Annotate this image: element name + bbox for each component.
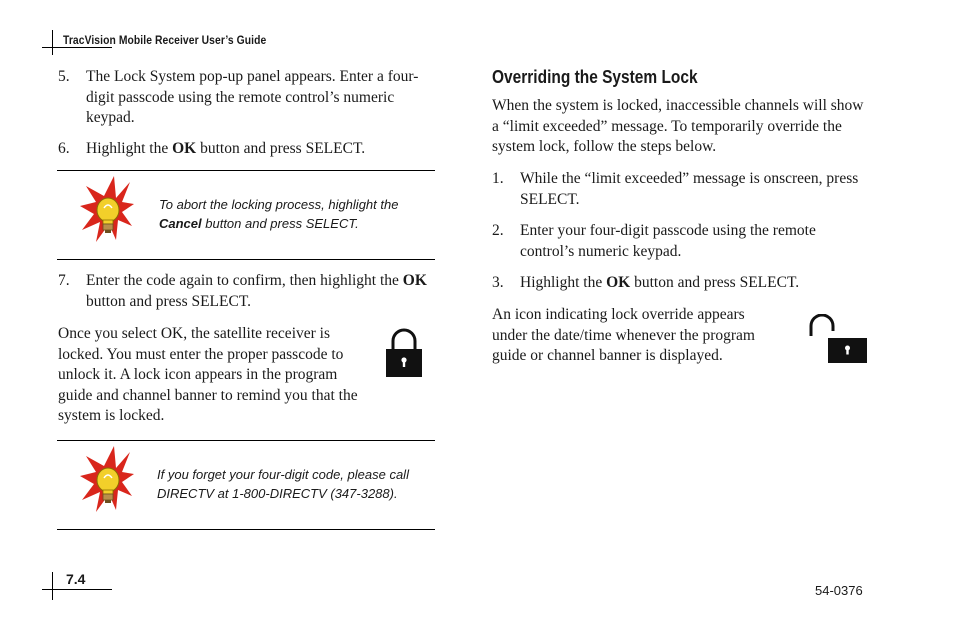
step-number: 5. (58, 68, 70, 85)
running-header: TracVision Mobile Receiver User’s Guide (63, 33, 267, 47)
step-5 (58, 67, 438, 129)
step-6 (58, 139, 438, 160)
lock-paragraph: Once you select OK, the satellite receiver is locked. You must enter the proper passcode to unlock it. A lock icon appears in the program guide and channel banner to remind you that the system is locked. (58, 325, 358, 424)
lightbulb-warning-icon (80, 174, 136, 248)
step-number: 7. (58, 272, 70, 289)
step-text: Enter your four-digit passcode using the remote control’s numeric keypad. (520, 222, 816, 260)
footer-rule (42, 589, 112, 590)
step-text: Enter the code again to confirm, then highlight the OK button and press SELECT. (86, 272, 427, 310)
header-rule (42, 47, 112, 48)
override-paragraph: An icon indicating lock override appears under the date/time whenever the program guide or channel banner is displayed. (492, 306, 755, 364)
step-text: The Lock System pop-up panel appears. Enter a four-digit passcode using the remote control’s numeric keypad. (86, 68, 419, 126)
note-abort: To abort the locking process, highlight the Cancel button and press SELECT. (159, 197, 399, 231)
note-bottom-rule (57, 529, 435, 530)
note-forgot-code: If you forget your four-digit code, please call DIRECTV at 1-800-DIRECTV (347-3288). (157, 467, 409, 501)
step-text: Highlight the OK button and press SELECT. (520, 274, 800, 291)
step-number: 1. (492, 170, 504, 187)
step-text: Highlight the OK button and press SELECT. (86, 140, 366, 157)
note-top-rule (57, 170, 435, 171)
page-number: 7.4 (66, 571, 86, 587)
step-7 (58, 271, 438, 312)
step-number: 3. (492, 274, 504, 291)
footer-crop-mark (52, 572, 53, 600)
header-crop-mark (52, 30, 53, 55)
lock-closed-icon (385, 328, 423, 378)
document-number: 54-0376 (815, 583, 863, 598)
note-top-rule (57, 440, 435, 441)
section-title: Overriding the System Lock (492, 67, 698, 87)
note-bottom-rule (57, 259, 435, 260)
step-number: 6. (58, 140, 70, 157)
step-number: 2. (492, 222, 504, 239)
section-intro: When the system is locked, inaccessible channels will show a “limit exceeded” message. To temporarily override the system lock, follow the steps below. (492, 97, 864, 155)
override-step-2 (492, 221, 872, 262)
override-step-1 (492, 169, 872, 210)
lightbulb-warning-icon (80, 444, 136, 518)
lock-open-icon (808, 314, 868, 364)
override-step-3 (492, 273, 872, 294)
step-text: While the “limit exceeded” message is onscreen, press SELECT. (520, 170, 859, 208)
